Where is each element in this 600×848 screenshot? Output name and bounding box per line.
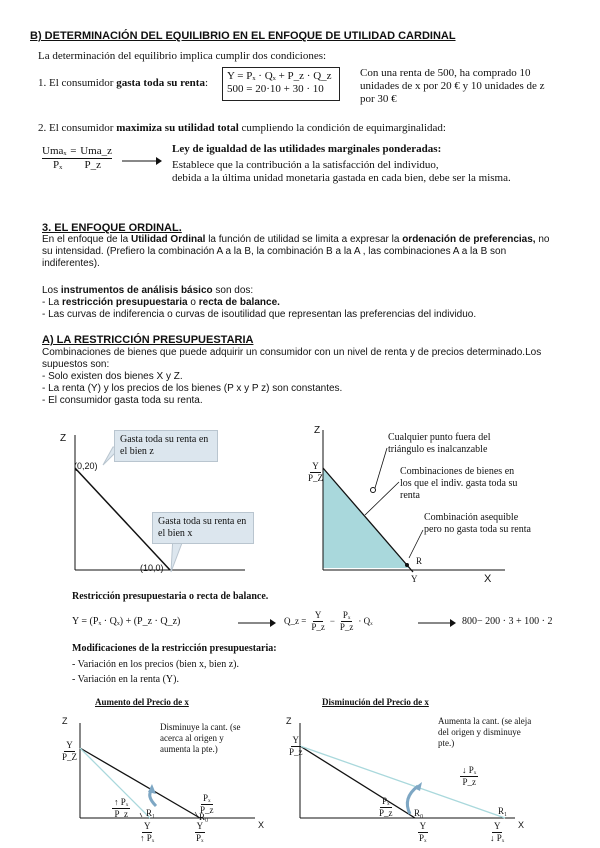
fig2-z-label: Z bbox=[314, 425, 321, 436]
law-title: Ley de igualdad de las utilidades marginales ponderadas: bbox=[172, 143, 442, 155]
unreachable-point bbox=[371, 488, 376, 493]
fig3-r1: R₁ bbox=[146, 808, 156, 818]
budget-equation-numeric: 500 = 20·10 + 30 · 10 bbox=[227, 83, 324, 95]
fig3-y-intercept: $\frac{Y}{P\_Z}$ bbox=[62, 740, 78, 762]
section-a-body: Combinaciones de bienes que puede adquirir un consumidor con un nivel de renta y de precios determinado.Los supuestos son: - Solo existen dos bienes X y Z. - La renta (Y) y los precios de los bienes (P x y P z) son constantes. - El consumidor gasta toda su renta. bbox=[42, 347, 542, 406]
fig1-z-label: Z bbox=[60, 433, 67, 444]
price-z: P_z bbox=[84, 159, 101, 171]
uma-x: Umaₓ bbox=[42, 145, 67, 157]
fig3-r0: R₀ bbox=[199, 812, 209, 822]
law-line-1: Establece que la contribución a la satisfacción del individuo, bbox=[172, 159, 439, 171]
fig4-slope-new: $\frac{\text{↓ Pₓ}}{P\_z}$ bbox=[462, 765, 477, 787]
fig2-y-intercept: $\frac{Y}{P\_Z}$ bbox=[308, 461, 324, 483]
fig2-x-intercept: Y bbox=[411, 574, 418, 584]
fig3-x-label: X bbox=[258, 820, 265, 830]
fig4-y-intercept: $\frac{Y}{P\_z}$ bbox=[289, 735, 303, 757]
equimarginal-formula bbox=[42, 145, 112, 172]
budget-eq-mid: Q_z = $\frac{Y}{P\_z}$ − $\frac{\text{Pₓ}}{P\_z}$ · Qₓ bbox=[284, 610, 373, 632]
budget-equation-box bbox=[222, 67, 340, 101]
arrow-icon bbox=[238, 618, 276, 628]
budget-eq-left: Y = (Pₓ · Qₓ) + (P_z · Q_z) bbox=[72, 616, 181, 627]
budget-line-original bbox=[300, 746, 415, 818]
budget-eq-right: 800− 200 · 3 + 100 · 2 bbox=[462, 616, 553, 627]
fig4-title: Disminución del Precio de x bbox=[322, 697, 429, 707]
section-b-intro: La determinación del equilibrio implica cumplir dos condiciones: bbox=[38, 50, 327, 62]
uma-z: Uma_z bbox=[80, 145, 112, 157]
fig1-callout-bottom: Gasta toda su renta en el bien x bbox=[152, 512, 254, 544]
fig4-r0: R₀ bbox=[414, 808, 424, 818]
condition-2: 2. El consumidor maximiza su utilidad total cumpliendo la condición de equimarginalidad: bbox=[38, 122, 446, 134]
fig3-note: Disminuye la cant. (se acerca al origen y aumenta la pte.) bbox=[160, 722, 241, 754]
fig3-slope-new: $\frac{\text{↑ Pₓ}}{P\_z}$ bbox=[114, 797, 129, 819]
fig1-point-bottom: (10,0) bbox=[140, 563, 164, 573]
fig2-note-full-spend: Combinaciones de bienes en los que el indiv. gasta toda su renta bbox=[400, 466, 518, 501]
fig4-x-intercept-old: $\frac{Y}{\text{Pₓ}}$ bbox=[419, 821, 427, 843]
fig2-note-affordable: Combinación asequible pero no gasta toda su renta bbox=[424, 512, 531, 535]
instruments-block: Los instrumentos de análisis básico son dos: - La restricción presupuestaria o recta de balance. - Las curvas de indiferencia o curvas de isoutilidad que representan las preferencias del individuo. bbox=[42, 285, 477, 320]
section-a-title: A) LA RESTRICCIÓN PRESUPUESTARIA bbox=[42, 334, 254, 346]
condition-1: 1. El consumidor gasta toda su renta: bbox=[38, 77, 209, 89]
mods-item-1: - Variación en los precios (bien x, bien z). bbox=[72, 659, 239, 670]
fig4-note: Aumenta la cant. (se aleja del origen y disminuye pte.) bbox=[438, 716, 532, 748]
mods-title: Modificaciones de la restricción presupuestaria: bbox=[72, 643, 277, 654]
fig3-title: Aumento del Precio de x bbox=[95, 697, 189, 707]
fig3-z-label: Z bbox=[62, 716, 68, 726]
fig3-slope-old: $\frac{\text{Pₓ}}{P\_z}$ bbox=[200, 793, 214, 815]
fig4-x-label: X bbox=[518, 820, 525, 830]
section-3-paragraph: En el enfoque de la Utilidad Ordinal la función de utilidad se limita a expresar la ordenación de preferencias, no su intensidad. (Prefiero la combinación A a la B, la combinación B a la A , las combinaciones A a la B son indiferentes). bbox=[42, 234, 550, 269]
section-b-title: B) DETERMINACIÓN DEL EQUILIBRIO EN EL ENFOQUE DE UTILIDAD CARDINAL bbox=[30, 30, 456, 42]
fig3-x-intercept-new: $\frac{Y}{\text{↑ Pₓ}}$ bbox=[140, 821, 155, 843]
fig4-slope-old: $\frac{\text{Pₓ}}{P\_z}$ bbox=[379, 796, 393, 818]
fig2-x-label: X bbox=[484, 573, 492, 585]
fig2-note-unreachable: Cualquier punto fuera del triángulo es inalcanzable bbox=[388, 432, 491, 455]
fig2-r-label: R bbox=[416, 556, 423, 566]
budget-title: Restricción presupuestaria o recta de balance. bbox=[72, 591, 269, 602]
section-3-title: 3. EL ENFOQUE ORDINAL. bbox=[42, 222, 182, 234]
budget-equation-general: Y = Pₓ · Qₓ + P_z · Q_z bbox=[227, 70, 332, 82]
arrow-icon bbox=[418, 618, 456, 628]
mods-item-2: - Variación en la renta (Y). bbox=[72, 674, 179, 685]
fig4-r1: R₁ bbox=[498, 806, 508, 816]
fig4-z-label: Z bbox=[286, 716, 292, 726]
point-r bbox=[405, 563, 409, 567]
side-note: Con una renta de 500, ha comprado 10 unidades de x por 20 € y 10 unidades de z por 30 € bbox=[360, 67, 545, 105]
fig1-callout-top: Gasta toda su renta en el bien z bbox=[114, 430, 218, 462]
equals-sign: = bbox=[70, 145, 77, 157]
fig1-point-top: (0,20) bbox=[74, 461, 98, 471]
price-x: Pₓ bbox=[53, 159, 63, 171]
fig4-x-intercept-new: $\frac{Y}{\text{↓ Pₓ}}$ bbox=[490, 821, 505, 843]
law-block bbox=[172, 143, 572, 185]
arrow-icon bbox=[122, 156, 162, 166]
law-line-2: debida a la última unidad monetaria gastada en cada bien, debe ser la misma. bbox=[172, 172, 511, 184]
fig3-x-intercept-old: $\frac{Y}{\text{Pₓ}}$ bbox=[196, 821, 204, 843]
